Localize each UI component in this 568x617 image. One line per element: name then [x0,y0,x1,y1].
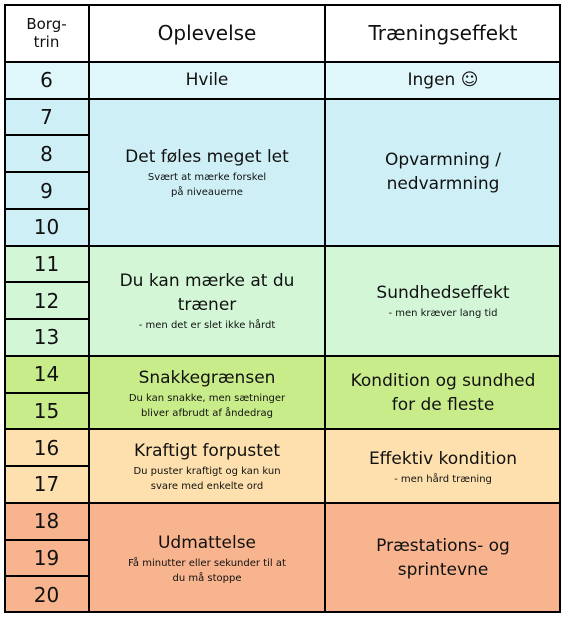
zone-effect-cell [325,503,561,613]
experience-subtext: Du kan snakke, men sætninger [128,392,286,404]
table-border-right [559,4,561,613]
borg-number-cell: 8 [4,135,89,172]
zone-separator [4,98,561,100]
effect-text: nedvarmning [386,174,500,195]
effect-text: Opvarmning / [384,150,502,171]
row-separator [4,318,89,320]
zone-experience-cell [89,429,325,502]
experience-subtext: du må stoppe [172,572,242,584]
experience-subtext: - men det er slet ikke hårdt [138,320,276,332]
zone-effect-cell [325,62,561,99]
borg-number-cell: 14 [4,356,89,393]
row-separator [4,575,89,577]
effect-text: Effektiv kondition [368,448,518,469]
zone-effect-cell [325,99,561,246]
effect-text: for de fleste [391,394,495,415]
zone-effect-cell [325,429,561,502]
zone-separator [4,428,561,430]
borg-number-cell: 15 [4,393,89,430]
row-separator [4,134,89,136]
zone-experience-cell [89,246,325,356]
experience-subtext: Du puster kraftigt og kan kun [133,466,281,478]
header-borg-line2: trin [33,33,60,51]
experience-text: Snakkegrænsen [138,367,276,388]
zone-separator [4,245,561,247]
borg-number-cell: 6 [4,62,89,99]
zone-separator [4,502,561,504]
table-border-left [4,4,6,613]
experience-subtext: på niveauerne [171,187,243,199]
row-separator [4,171,89,173]
borg-number-cell: 10 [4,209,89,246]
column-separator [88,4,90,613]
zone-experience-cell [89,62,325,99]
row-separator [4,208,89,210]
header-borg-trin [4,4,89,62]
borg-number-cell: 20 [4,576,89,613]
experience-text: Du kan mærke at du [119,271,295,292]
header-traeningseffekt: Træningseffekt [368,21,518,45]
borg-number-cell: 11 [4,246,89,283]
zone-effect-cell [325,356,561,429]
experience-subtext: Svært at mærke forskel [147,172,267,184]
borg-number-cell: 13 [4,319,89,356]
zone-experience-cell [89,503,325,613]
effect-text: sprintevne [397,559,489,580]
row-separator [4,281,89,283]
experience-text: træner [177,295,237,316]
borg-number-cell: 17 [4,466,89,503]
effect-text: Sundhedseffekt [376,283,510,304]
zone-experience-cell [89,356,325,429]
borg-number-cell: 12 [4,282,89,319]
experience-subtext: Få minutter eller sekunder til at [128,557,286,569]
borg-number-cell: 16 [4,429,89,466]
row-separator [4,539,89,541]
header-oplevelse: Oplevelse [157,21,257,45]
effect-text: Præstations- og [376,535,510,556]
experience-text: Hvile [185,70,229,91]
experience-text: Kraftigt forpustet [133,441,281,462]
column-separator [324,4,326,613]
experience-subtext: svare med enkelte ord [150,481,264,493]
effect-text: Ingen ☺ [407,70,479,91]
borg-number-cell: 9 [4,172,89,209]
borg-number-cell: 7 [4,99,89,136]
zone-experience-cell [89,99,325,246]
borg-number-cell: 19 [4,540,89,577]
row-separator [4,392,89,394]
borg-number-cell: 18 [4,503,89,540]
zone-effect-cell [325,246,561,356]
experience-text: Udmattelse [157,532,257,553]
experience-text: Det føles meget let [125,147,289,168]
header-borg-line1: Borg- [26,15,67,33]
row-separator [4,465,89,467]
effect-text: Kondition og sundhed [350,370,536,391]
zone-separator [4,355,561,357]
experience-subtext: bliver afbrudt af åndedrag [141,407,273,419]
borg-scale-table [4,4,561,613]
effect-subtext: - men hård træning [394,473,492,485]
effect-subtext: - men kræver lang tid [388,308,498,320]
